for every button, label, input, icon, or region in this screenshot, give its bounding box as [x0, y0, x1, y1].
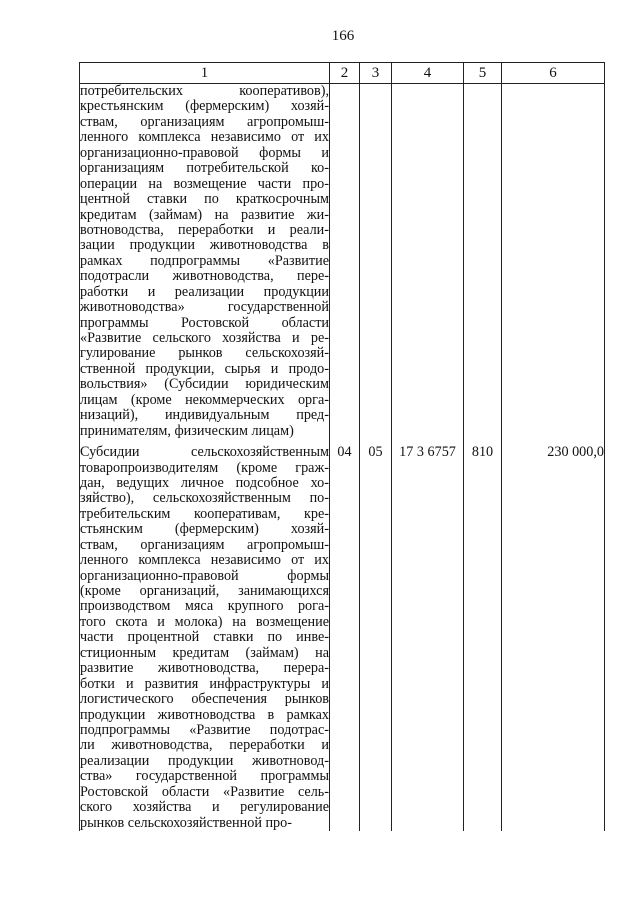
subsection-code: 05: [360, 445, 392, 831]
description-line: зации продукции животноводства в: [80, 238, 329, 254]
column-header: 3: [360, 63, 392, 84]
description-line: ли животноводства, переработки и: [80, 738, 329, 754]
section-code: [330, 84, 360, 440]
target-article-code: [392, 84, 464, 440]
page-number: 166: [331, 28, 355, 44]
description-line: потребительских кооперативов),: [80, 84, 329, 99]
description-line: части процентной ставки по инве-: [80, 630, 329, 646]
amount: [502, 84, 605, 440]
description-line: товаропроизводителям (кроме граж-: [80, 460, 329, 476]
description-line: организационно-правовой формы: [80, 568, 329, 584]
description-line: ленного комплекса независимо от их: [80, 553, 329, 569]
row-description: [80, 84, 330, 440]
description-line: производством мяса крупного рога-: [80, 599, 329, 615]
column-header: 4: [392, 63, 464, 84]
table-header-row: [80, 63, 605, 84]
description-line: ского хозяйства и регулирование: [80, 800, 329, 816]
description-line: кредитам (займам) на развитие жи-: [80, 207, 329, 223]
description-line: (кроме организаций, занимающихся: [80, 584, 329, 599]
description-line: гулирование рынков сельскохозяй-: [80, 346, 329, 362]
amount: 230 000,0: [502, 445, 605, 831]
description-line: программы Ростовской области: [80, 315, 329, 331]
budget-table: [79, 62, 605, 831]
description-line: вольствия» (Субсидии юридическим: [80, 377, 329, 393]
column-header: 2: [330, 63, 360, 84]
description-line: реализации продукции животновод-: [80, 753, 329, 769]
description-line: требительским кооперативам, кре-: [80, 506, 329, 522]
expense-type-code: 810: [464, 445, 502, 831]
description-line: ботки и развития инфраструктуры и: [80, 676, 329, 692]
description-line: того скота и молока) на возмещение: [80, 614, 329, 630]
description-line: лицам (кроме некоммерческих орга-: [80, 392, 329, 408]
column-header: 5: [464, 63, 502, 84]
description-line: работки и реализации продукции: [80, 284, 329, 300]
description-line: организационно-правовой формы и: [80, 145, 329, 161]
description-line: операции на возмещение части про-: [80, 176, 329, 192]
description-line: низаций), индивидуальным пред-: [80, 408, 329, 424]
row-description: [80, 445, 330, 831]
column-header: 1: [80, 63, 330, 84]
description-line: Субсидии сельскохозяйственным: [80, 445, 329, 461]
table-row: [80, 84, 605, 440]
description-line: стиционным кредитам (займам) на: [80, 645, 329, 661]
subsection-code: [360, 84, 392, 440]
description-line: «Развитие сельского хозяйства и ре-: [80, 331, 329, 346]
description-line: рынков сельскохозяйственной про-: [80, 815, 292, 831]
expense-type-code: [464, 84, 502, 440]
description-line: подпрограммы «Развитие подотрас-: [80, 722, 329, 738]
description-line: стьянским (фермерским) хозяй-: [80, 522, 329, 538]
description-line: ленного комплекса независимо от их: [80, 130, 329, 146]
description-line: подотрасли животноводства, пере-: [80, 269, 329, 285]
description-line: ственной продукции, сырья и продо-: [80, 361, 329, 377]
description-line: ствам, организациям агропромыш-: [80, 114, 329, 130]
description-line: вотноводства, переработки и реали-: [80, 222, 329, 238]
description-line: рамках подпрограммы «Развитие: [80, 253, 329, 269]
description-line: принимателям, физическим лицам): [80, 423, 294, 439]
description-line: Ростовской области «Развитие сель-: [80, 784, 329, 800]
target-article-code: 17 3 6757: [392, 445, 464, 831]
description-line: ствам, организациям агропромыш-: [80, 537, 329, 553]
description-line: ства» государственной программы: [80, 769, 329, 785]
description-line: логистического обеспечения рынков: [80, 692, 329, 708]
description-line: дан, ведущих личное подсобное хо-: [80, 475, 329, 491]
table-row: [80, 445, 605, 831]
description-line: животноводства» государственной: [80, 300, 329, 316]
description-line: организациям потребительской ко-: [80, 161, 329, 177]
column-header: 6: [502, 63, 605, 84]
description-line: развитие животноводства, перера-: [80, 661, 329, 677]
description-line: крестьянским (фермерским) хозяй-: [80, 99, 329, 115]
description-line: зяйство), сельскохозяйственным по-: [80, 491, 329, 507]
section-code: 04: [330, 445, 360, 831]
description-line: продукции животноводства в рамках: [80, 707, 329, 723]
description-line: центной ставки по краткосрочным: [80, 192, 329, 208]
